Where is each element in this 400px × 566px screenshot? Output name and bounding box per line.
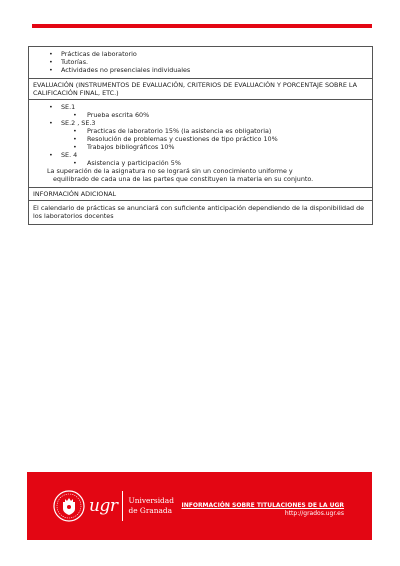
additional-info-text: El calendario de prácticas se anunciará con suficiente anticipación dependiendo de la disponibilidad de los laboratorios docentes bbox=[33, 204, 365, 220]
list-item: • SE.1 bbox=[33, 103, 368, 111]
list-item: • Prueba escrita 60% bbox=[33, 111, 368, 119]
list-item: • Trabajos bibliográficos 10% bbox=[33, 143, 368, 151]
list-item: • Actividades no presenciales individuales bbox=[33, 66, 368, 74]
divider bbox=[122, 491, 123, 521]
list-item: • Asistencia y participación 5% bbox=[33, 159, 368, 167]
section-heading: EVALUACIÓN (INSTRUMENTOS DE EVALUACIÓN, CRITERIOS DE EVALUACIÓN Y PORCENTAJE SOBRE LA CALIFICACIÓN FINAL, ETC.) bbox=[29, 79, 372, 100]
evaluation-list bbox=[33, 103, 368, 167]
list-item: • SE. 4 bbox=[33, 151, 368, 159]
list-item: • Resolución de problemas y cuestiones de tipo práctico 10% bbox=[33, 135, 368, 143]
degree-info-url[interactable]: http://grados.ugr.es bbox=[284, 510, 344, 517]
guide-content bbox=[28, 46, 373, 225]
degree-info-link[interactable]: INFORMACIÓN SOBRE TITULACIONES DE LA UGR bbox=[181, 502, 344, 509]
section-heading: INFORMACIÓN ADICIONAL bbox=[29, 188, 372, 201]
university-name bbox=[128, 496, 173, 516]
activities-section bbox=[28, 46, 373, 79]
evaluation-note: equilibrado de cada una de las partes que constituyen la materia en su conjunto. bbox=[53, 175, 314, 183]
list-item: • Tutorías. bbox=[33, 58, 368, 66]
degree-info bbox=[181, 502, 344, 518]
header-accent-bar bbox=[32, 24, 372, 28]
evaluation-note: La superación de la asignatura no se logrará sin un conocimiento uniforme y bbox=[47, 167, 293, 175]
list-item: • SE.2 , SE.3 bbox=[33, 119, 368, 127]
university-seal-icon bbox=[53, 490, 85, 522]
list-item: • Practicas de laboratorio 15% (la asistencia es obligatoria) bbox=[33, 127, 368, 135]
activities-list bbox=[33, 50, 368, 74]
brand-wordmark: ugr bbox=[89, 495, 118, 516]
list-item: • Prácticas de laboratorio bbox=[33, 50, 368, 58]
footer-banner bbox=[27, 472, 372, 540]
university-name-line: Universidad bbox=[128, 496, 174, 505]
university-logo bbox=[53, 489, 174, 523]
evaluation-section bbox=[28, 79, 373, 188]
university-name-line: de Granada bbox=[128, 506, 173, 515]
additional-info-section bbox=[28, 188, 373, 225]
